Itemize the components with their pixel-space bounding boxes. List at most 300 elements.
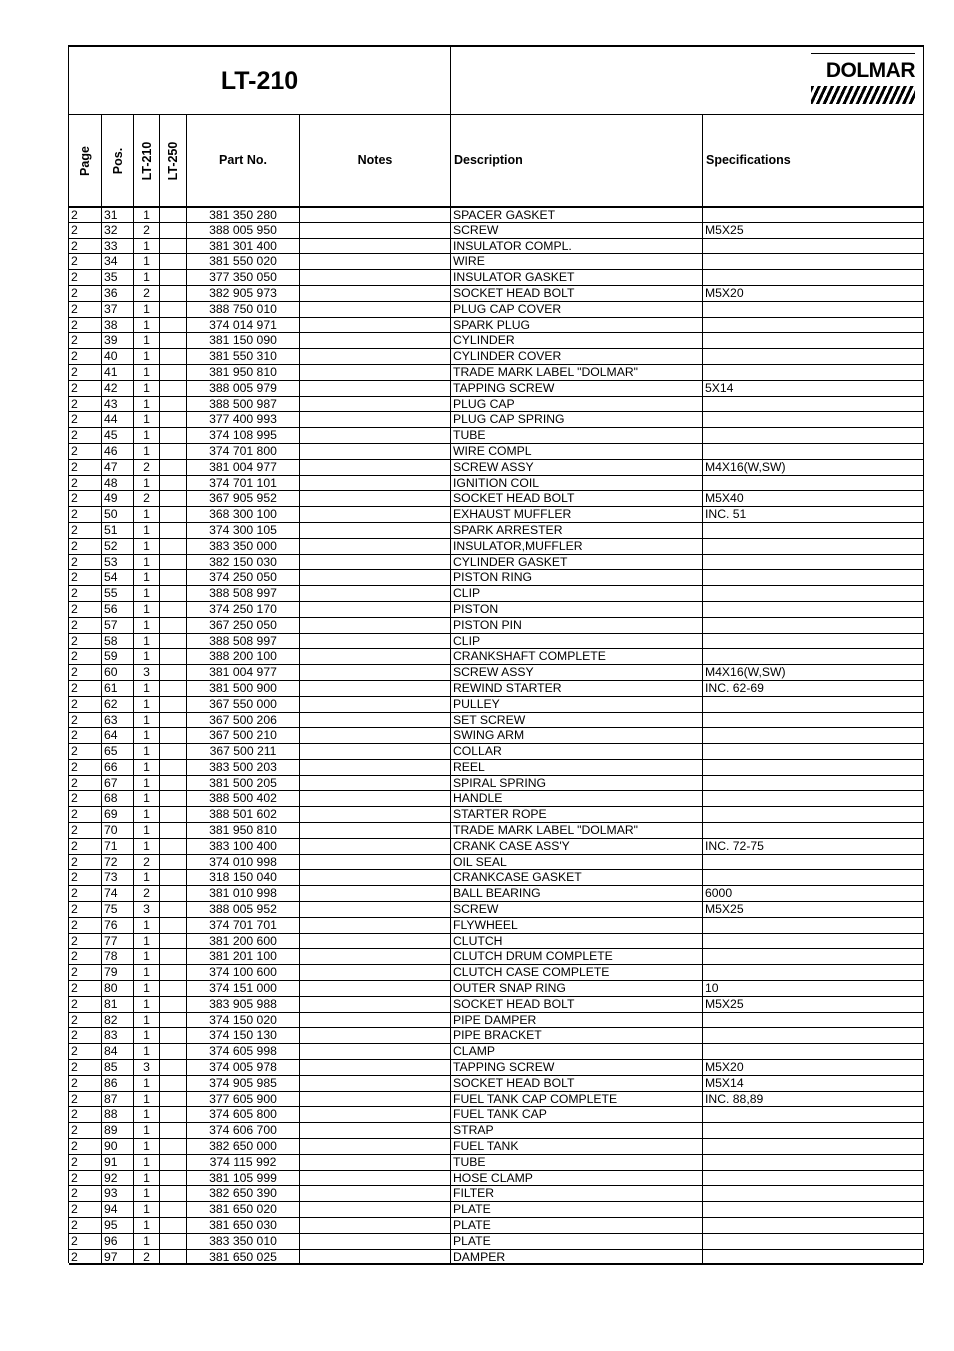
- cell-lt250: [160, 713, 187, 728]
- cell-pos: 82: [102, 1013, 134, 1028]
- cell-page: 2: [69, 965, 102, 980]
- cell-part-no: 381 301 400: [187, 239, 300, 254]
- cell-part-no: 374 014 971: [187, 318, 300, 333]
- cell-description: CRANKCASE GASKET: [451, 870, 703, 885]
- cell-pos: 43: [102, 397, 134, 412]
- cell-lt250: [160, 444, 187, 459]
- cell-lt210: 1: [134, 839, 160, 854]
- cell-description: PISTON: [451, 602, 703, 617]
- cell-page: 2: [69, 286, 102, 301]
- table-row: [69, 302, 923, 318]
- table-row: [69, 412, 923, 428]
- cell-part-no: 381 500 900: [187, 681, 300, 696]
- cell-lt210: 1: [134, 791, 160, 806]
- cell-lt250: [160, 365, 187, 380]
- cell-specifications: [703, 697, 923, 712]
- cell-pos: 68: [102, 791, 134, 806]
- cell-page: 2: [69, 1028, 102, 1043]
- cell-lt250: [160, 776, 187, 791]
- cell-pos: 34: [102, 254, 134, 269]
- cell-description: OIL SEAL: [451, 855, 703, 870]
- cell-specifications: [703, 949, 923, 964]
- cell-description: SCREW ASSY: [451, 665, 703, 680]
- table-row: [69, 1092, 923, 1108]
- cell-specifications: [703, 1028, 923, 1043]
- cell-pos: 55: [102, 586, 134, 601]
- cell-lt250: [160, 555, 187, 570]
- cell-notes: [300, 839, 451, 854]
- header-specifications-label: Specifications: [706, 153, 791, 167]
- cell-specifications: [703, 744, 923, 759]
- cell-specifications: M5X25: [705, 222, 744, 237]
- cell-pos: 31: [102, 208, 134, 222]
- cell-lt250: [160, 902, 187, 917]
- cell-pos: 56: [102, 602, 134, 617]
- cell-part-no: 381 950 810: [187, 823, 300, 838]
- cell-description: SOCKET HEAD BOLT: [451, 286, 703, 301]
- cell-notes: [300, 1155, 451, 1170]
- cell-notes: [300, 254, 451, 269]
- cell-lt210: 1: [134, 381, 160, 396]
- cell-description: CLUTCH CASE COMPLETE: [451, 965, 703, 980]
- cell-lt210: 1: [134, 428, 160, 443]
- cell-description: SOCKET HEAD BOLT: [451, 491, 703, 506]
- cell-lt250: [160, 602, 187, 617]
- cell-lt250: [160, 412, 187, 427]
- cell-description: SPARK PLUG: [451, 318, 703, 333]
- cell-specifications: INC. 72-75: [705, 838, 764, 853]
- cell-specifications: M4X16(W,SW): [705, 665, 786, 680]
- cell-description: PIPE DAMPER: [451, 1013, 703, 1028]
- logo-cell: [451, 47, 923, 115]
- cell-lt210: 1: [134, 1186, 160, 1201]
- cell-page: 2: [69, 981, 102, 996]
- table-row: [69, 1028, 923, 1044]
- cell-specifications: [703, 1155, 923, 1170]
- cell-lt210: 1: [134, 728, 160, 743]
- cell-part-no: 383 350 010: [187, 1234, 300, 1249]
- cell-lt210: 1: [134, 949, 160, 964]
- cell-pos: 93: [102, 1186, 134, 1201]
- cell-lt250: [160, 697, 187, 712]
- cell-notes: [300, 507, 451, 522]
- cell-pos: 47: [102, 460, 134, 475]
- cell-lt250: [160, 333, 187, 348]
- cell-specifications: [703, 428, 923, 443]
- cell-page: 2: [69, 428, 102, 443]
- cell-part-no: 367 250 050: [187, 618, 300, 633]
- cell-specifications: [703, 208, 923, 222]
- cell-lt250: [160, 1171, 187, 1186]
- cell-lt210: 1: [134, 539, 160, 554]
- cell-part-no: 382 905 973: [187, 286, 300, 301]
- cell-description: REWIND STARTER: [451, 681, 703, 696]
- cell-notes: [300, 239, 451, 254]
- cell-page: 2: [69, 349, 102, 364]
- cell-notes: [300, 1202, 451, 1217]
- cell-part-no: 381 650 020: [187, 1202, 300, 1217]
- cell-pos: 53: [102, 555, 134, 570]
- cell-page: 2: [69, 1107, 102, 1122]
- cell-pos: 90: [102, 1139, 134, 1154]
- cell-lt210: 1: [134, 634, 160, 649]
- cell-notes: [300, 934, 451, 949]
- header-lt210-label: LT-210: [139, 141, 154, 181]
- table-row: [69, 555, 923, 571]
- cell-pos: 37: [102, 302, 134, 317]
- cell-notes: [300, 681, 451, 696]
- table-row: [69, 791, 923, 807]
- cell-lt210: 1: [134, 1028, 160, 1043]
- cell-page: 2: [69, 302, 102, 317]
- cell-part-no: 377 605 900: [187, 1092, 300, 1107]
- cell-notes: [300, 918, 451, 933]
- cell-part-no: 388 005 950: [187, 223, 300, 238]
- cell-pos: 86: [102, 1076, 134, 1091]
- cell-specifications: M5X40: [705, 491, 744, 506]
- cell-description: PULLEY: [451, 697, 703, 712]
- table-row: [69, 523, 923, 539]
- table-row: [69, 681, 923, 697]
- cell-page: 2: [69, 1092, 102, 1107]
- cell-description: FUEL TANK CAP COMPLETE: [451, 1092, 703, 1107]
- cell-description: INSULATOR GASKET: [451, 270, 703, 285]
- cell-specifications: [703, 333, 923, 348]
- cell-specifications: [703, 791, 923, 806]
- cell-page: 2: [69, 665, 102, 680]
- cell-lt250: [160, 649, 187, 664]
- cell-pos: 57: [102, 618, 134, 633]
- cell-part-no: 388 750 010: [187, 302, 300, 317]
- cell-lt210: 1: [134, 1092, 160, 1107]
- cell-notes: [300, 476, 451, 491]
- cell-part-no: 383 350 000: [187, 539, 300, 554]
- cell-specifications: [703, 1107, 923, 1122]
- cell-specifications: [703, 713, 923, 728]
- cell-page: 2: [69, 791, 102, 806]
- cell-part-no: 381 004 977: [187, 665, 300, 680]
- cell-specifications: M5X14: [705, 1075, 744, 1090]
- cell-lt210: 1: [134, 397, 160, 412]
- cell-part-no: 388 508 997: [187, 586, 300, 601]
- cell-specifications: [703, 586, 923, 601]
- cell-description: CLAMP: [451, 1044, 703, 1059]
- table-row: [69, 333, 923, 349]
- cell-lt250: [160, 744, 187, 759]
- cell-lt210: 1: [134, 1171, 160, 1186]
- cell-notes: [300, 744, 451, 759]
- cell-description: HANDLE: [451, 791, 703, 806]
- cell-pos: 40: [102, 349, 134, 364]
- table-row: [69, 934, 923, 950]
- cell-specifications: M5X20: [705, 1060, 744, 1075]
- cell-description: PLATE: [451, 1202, 703, 1217]
- cell-page: 2: [69, 460, 102, 475]
- cell-description: EXHAUST MUFFLER: [451, 507, 703, 522]
- cell-pos: 46: [102, 444, 134, 459]
- cell-lt250: [160, 586, 187, 601]
- cell-lt210: 1: [134, 476, 160, 491]
- cell-lt250: [160, 397, 187, 412]
- cell-part-no: 381 200 600: [187, 934, 300, 949]
- table-row: [69, 460, 923, 476]
- cell-lt210: 1: [134, 649, 160, 664]
- cell-part-no: 381 201 100: [187, 949, 300, 964]
- cell-lt210: 2: [134, 286, 160, 301]
- cell-notes: [300, 855, 451, 870]
- cell-pos: 41: [102, 365, 134, 380]
- cell-specifications: 5X14: [705, 380, 734, 395]
- header-specifications: [703, 115, 923, 207]
- table-row: [69, 1155, 923, 1171]
- header-lt210: [134, 115, 160, 207]
- cell-part-no: 382 650 000: [187, 1139, 300, 1154]
- cell-part-no: 374 151 000: [187, 981, 300, 996]
- cell-notes: [300, 823, 451, 838]
- cell-notes: [300, 570, 451, 585]
- cell-description: PLUG CAP SPRING: [451, 412, 703, 427]
- cell-lt210: 1: [134, 681, 160, 696]
- cell-notes: [300, 302, 451, 317]
- cell-lt210: 1: [134, 254, 160, 269]
- table-row: [69, 365, 923, 381]
- cell-lt250: [160, 981, 187, 996]
- cell-description: HOSE CLAMP: [451, 1171, 703, 1186]
- cell-pos: 67: [102, 776, 134, 791]
- header-lt250: [160, 115, 187, 207]
- cell-lt210: 1: [134, 918, 160, 933]
- cell-description: DAMPER: [451, 1250, 703, 1264]
- cell-lt210: 3: [134, 1060, 160, 1075]
- cell-description: CYLINDER: [451, 333, 703, 348]
- logo-stripes-icon: [811, 86, 915, 104]
- table-row: [69, 997, 923, 1013]
- cell-lt250: [160, 1218, 187, 1233]
- cell-description: SPARK ARRESTER: [451, 523, 703, 538]
- cell-lt210: 2: [134, 491, 160, 506]
- cell-lt210: 1: [134, 302, 160, 317]
- cell-specifications: [703, 634, 923, 649]
- cell-notes: [300, 697, 451, 712]
- cell-description: PLUG CAP: [451, 397, 703, 412]
- cell-lt250: [160, 1202, 187, 1217]
- cell-description: STARTER ROPE: [451, 807, 703, 822]
- cell-page: 2: [69, 1060, 102, 1075]
- table-row: [69, 239, 923, 255]
- table-row: [69, 744, 923, 760]
- cell-lt210: 2: [134, 223, 160, 238]
- cell-part-no: 381 550 310: [187, 349, 300, 364]
- cell-page: 2: [69, 1186, 102, 1201]
- table-row: [69, 823, 923, 839]
- table-row: [69, 1123, 923, 1139]
- cell-part-no: 377 400 993: [187, 412, 300, 427]
- cell-part-no: 381 010 998: [187, 886, 300, 901]
- cell-specifications: [703, 855, 923, 870]
- cell-lt250: [160, 760, 187, 775]
- header-pos-label: Pos.: [110, 147, 125, 175]
- cell-pos: 84: [102, 1044, 134, 1059]
- cell-notes: [300, 949, 451, 964]
- cell-lt250: [160, 965, 187, 980]
- cell-description: CLUTCH: [451, 934, 703, 949]
- cell-specifications: INC. 62-69: [705, 680, 764, 695]
- cell-lt250: [160, 570, 187, 585]
- cell-specifications: [703, 728, 923, 743]
- header-page: [69, 115, 102, 207]
- cell-page: 2: [69, 476, 102, 491]
- cell-part-no: 383 100 400: [187, 839, 300, 854]
- cell-specifications: [703, 349, 923, 364]
- cell-pos: 80: [102, 981, 134, 996]
- table-row: [69, 1234, 923, 1250]
- parts-table-body: [69, 207, 923, 1265]
- cell-notes: [300, 807, 451, 822]
- cell-specifications: M5X25: [705, 902, 744, 917]
- cell-page: 2: [69, 760, 102, 775]
- cell-specifications: [703, 618, 923, 633]
- cell-pos: 48: [102, 476, 134, 491]
- cell-pos: 70: [102, 823, 134, 838]
- cell-page: 2: [69, 507, 102, 522]
- table-row: [69, 1013, 923, 1029]
- cell-pos: 88: [102, 1107, 134, 1122]
- table-row: [69, 1218, 923, 1234]
- cell-page: 2: [69, 870, 102, 885]
- cell-part-no: 374 905 985: [187, 1076, 300, 1091]
- cell-specifications: [703, 1218, 923, 1233]
- cell-page: 2: [69, 649, 102, 664]
- header-description: [451, 115, 703, 207]
- cell-description: CYLINDER COVER: [451, 349, 703, 364]
- cell-lt250: [160, 886, 187, 901]
- cell-specifications: [703, 539, 923, 554]
- cell-lt250: [160, 1107, 187, 1122]
- cell-lt210: 1: [134, 412, 160, 427]
- cell-specifications: 10: [705, 981, 719, 996]
- cell-lt210: 1: [134, 507, 160, 522]
- cell-pos: 51: [102, 523, 134, 538]
- table-row: [69, 965, 923, 981]
- cell-page: 2: [69, 555, 102, 570]
- cell-part-no: 388 005 979: [187, 381, 300, 396]
- table-row: [69, 444, 923, 460]
- cell-specifications: [703, 365, 923, 380]
- cell-page: 2: [69, 1013, 102, 1028]
- cell-lt210: 1: [134, 934, 160, 949]
- cell-pos: 69: [102, 807, 134, 822]
- header-pos: [102, 115, 134, 207]
- table-row: [69, 1060, 923, 1076]
- cell-page: 2: [69, 570, 102, 585]
- cell-part-no: 374 606 700: [187, 1123, 300, 1138]
- cell-description: SCREW: [451, 902, 703, 917]
- cell-lt250: [160, 1155, 187, 1170]
- cell-page: 2: [69, 318, 102, 333]
- cell-part-no: 377 350 050: [187, 270, 300, 285]
- cell-notes: [300, 1092, 451, 1107]
- cell-notes: [300, 1060, 451, 1075]
- cell-description: COLLAR: [451, 744, 703, 759]
- cell-part-no: 381 650 030: [187, 1218, 300, 1233]
- cell-part-no: 381 500 205: [187, 776, 300, 791]
- cell-part-no: 374 701 800: [187, 444, 300, 459]
- cell-notes: [300, 981, 451, 996]
- cell-pos: 77: [102, 934, 134, 949]
- cell-part-no: 367 550 000: [187, 697, 300, 712]
- cell-description: SOCKET HEAD BOLT: [451, 997, 703, 1012]
- cell-part-no: 382 150 030: [187, 555, 300, 570]
- cell-pos: 66: [102, 760, 134, 775]
- cell-part-no: 367 500 210: [187, 728, 300, 743]
- table-row: [69, 1202, 923, 1218]
- cell-page: 2: [69, 949, 102, 964]
- table-row: [69, 602, 923, 618]
- cell-page: 2: [69, 412, 102, 427]
- cell-notes: [300, 428, 451, 443]
- cell-notes: [300, 270, 451, 285]
- table-row: [69, 855, 923, 871]
- cell-specifications: [703, 649, 923, 664]
- header-part-no: [187, 115, 300, 207]
- cell-part-no: 374 605 998: [187, 1044, 300, 1059]
- cell-page: 2: [69, 208, 102, 222]
- cell-notes: [300, 491, 451, 506]
- cell-description: PLUG CAP COVER: [451, 302, 703, 317]
- cell-page: 2: [69, 1076, 102, 1091]
- cell-page: 2: [69, 602, 102, 617]
- cell-part-no: 381 350 280: [187, 208, 300, 222]
- table-row: [69, 634, 923, 650]
- cell-lt210: 1: [134, 333, 160, 348]
- table-row: [69, 1044, 923, 1060]
- cell-specifications: [703, 1123, 923, 1138]
- cell-lt250: [160, 1139, 187, 1154]
- cell-lt250: [160, 507, 187, 522]
- cell-pos: 54: [102, 570, 134, 585]
- cell-lt250: [160, 302, 187, 317]
- cell-pos: 83: [102, 1028, 134, 1043]
- cell-page: 2: [69, 1250, 102, 1264]
- table-row: [69, 570, 923, 586]
- cell-lt250: [160, 934, 187, 949]
- cell-pos: 39: [102, 333, 134, 348]
- cell-pos: 58: [102, 634, 134, 649]
- cell-lt250: [160, 997, 187, 1012]
- cell-lt250: [160, 823, 187, 838]
- cell-page: 2: [69, 491, 102, 506]
- cell-lt250: [160, 634, 187, 649]
- cell-part-no: 367 500 206: [187, 713, 300, 728]
- table-row: [69, 507, 923, 523]
- cell-description: PLATE: [451, 1218, 703, 1233]
- cell-pos: 79: [102, 965, 134, 980]
- cell-page: 2: [69, 270, 102, 285]
- cell-pos: 89: [102, 1123, 134, 1138]
- cell-lt210: 2: [134, 855, 160, 870]
- cell-page: 2: [69, 539, 102, 554]
- cell-notes: [300, 555, 451, 570]
- table-row: [69, 981, 923, 997]
- cell-lt210: 1: [134, 1155, 160, 1170]
- cell-specifications: [703, 570, 923, 585]
- cell-lt250: [160, 239, 187, 254]
- cell-description: CRANK CASE ASS'Y: [451, 839, 703, 854]
- cell-lt250: [160, 839, 187, 854]
- cell-description: CYLINDER GASKET: [451, 555, 703, 570]
- cell-notes: [300, 1218, 451, 1233]
- cell-description: REEL: [451, 760, 703, 775]
